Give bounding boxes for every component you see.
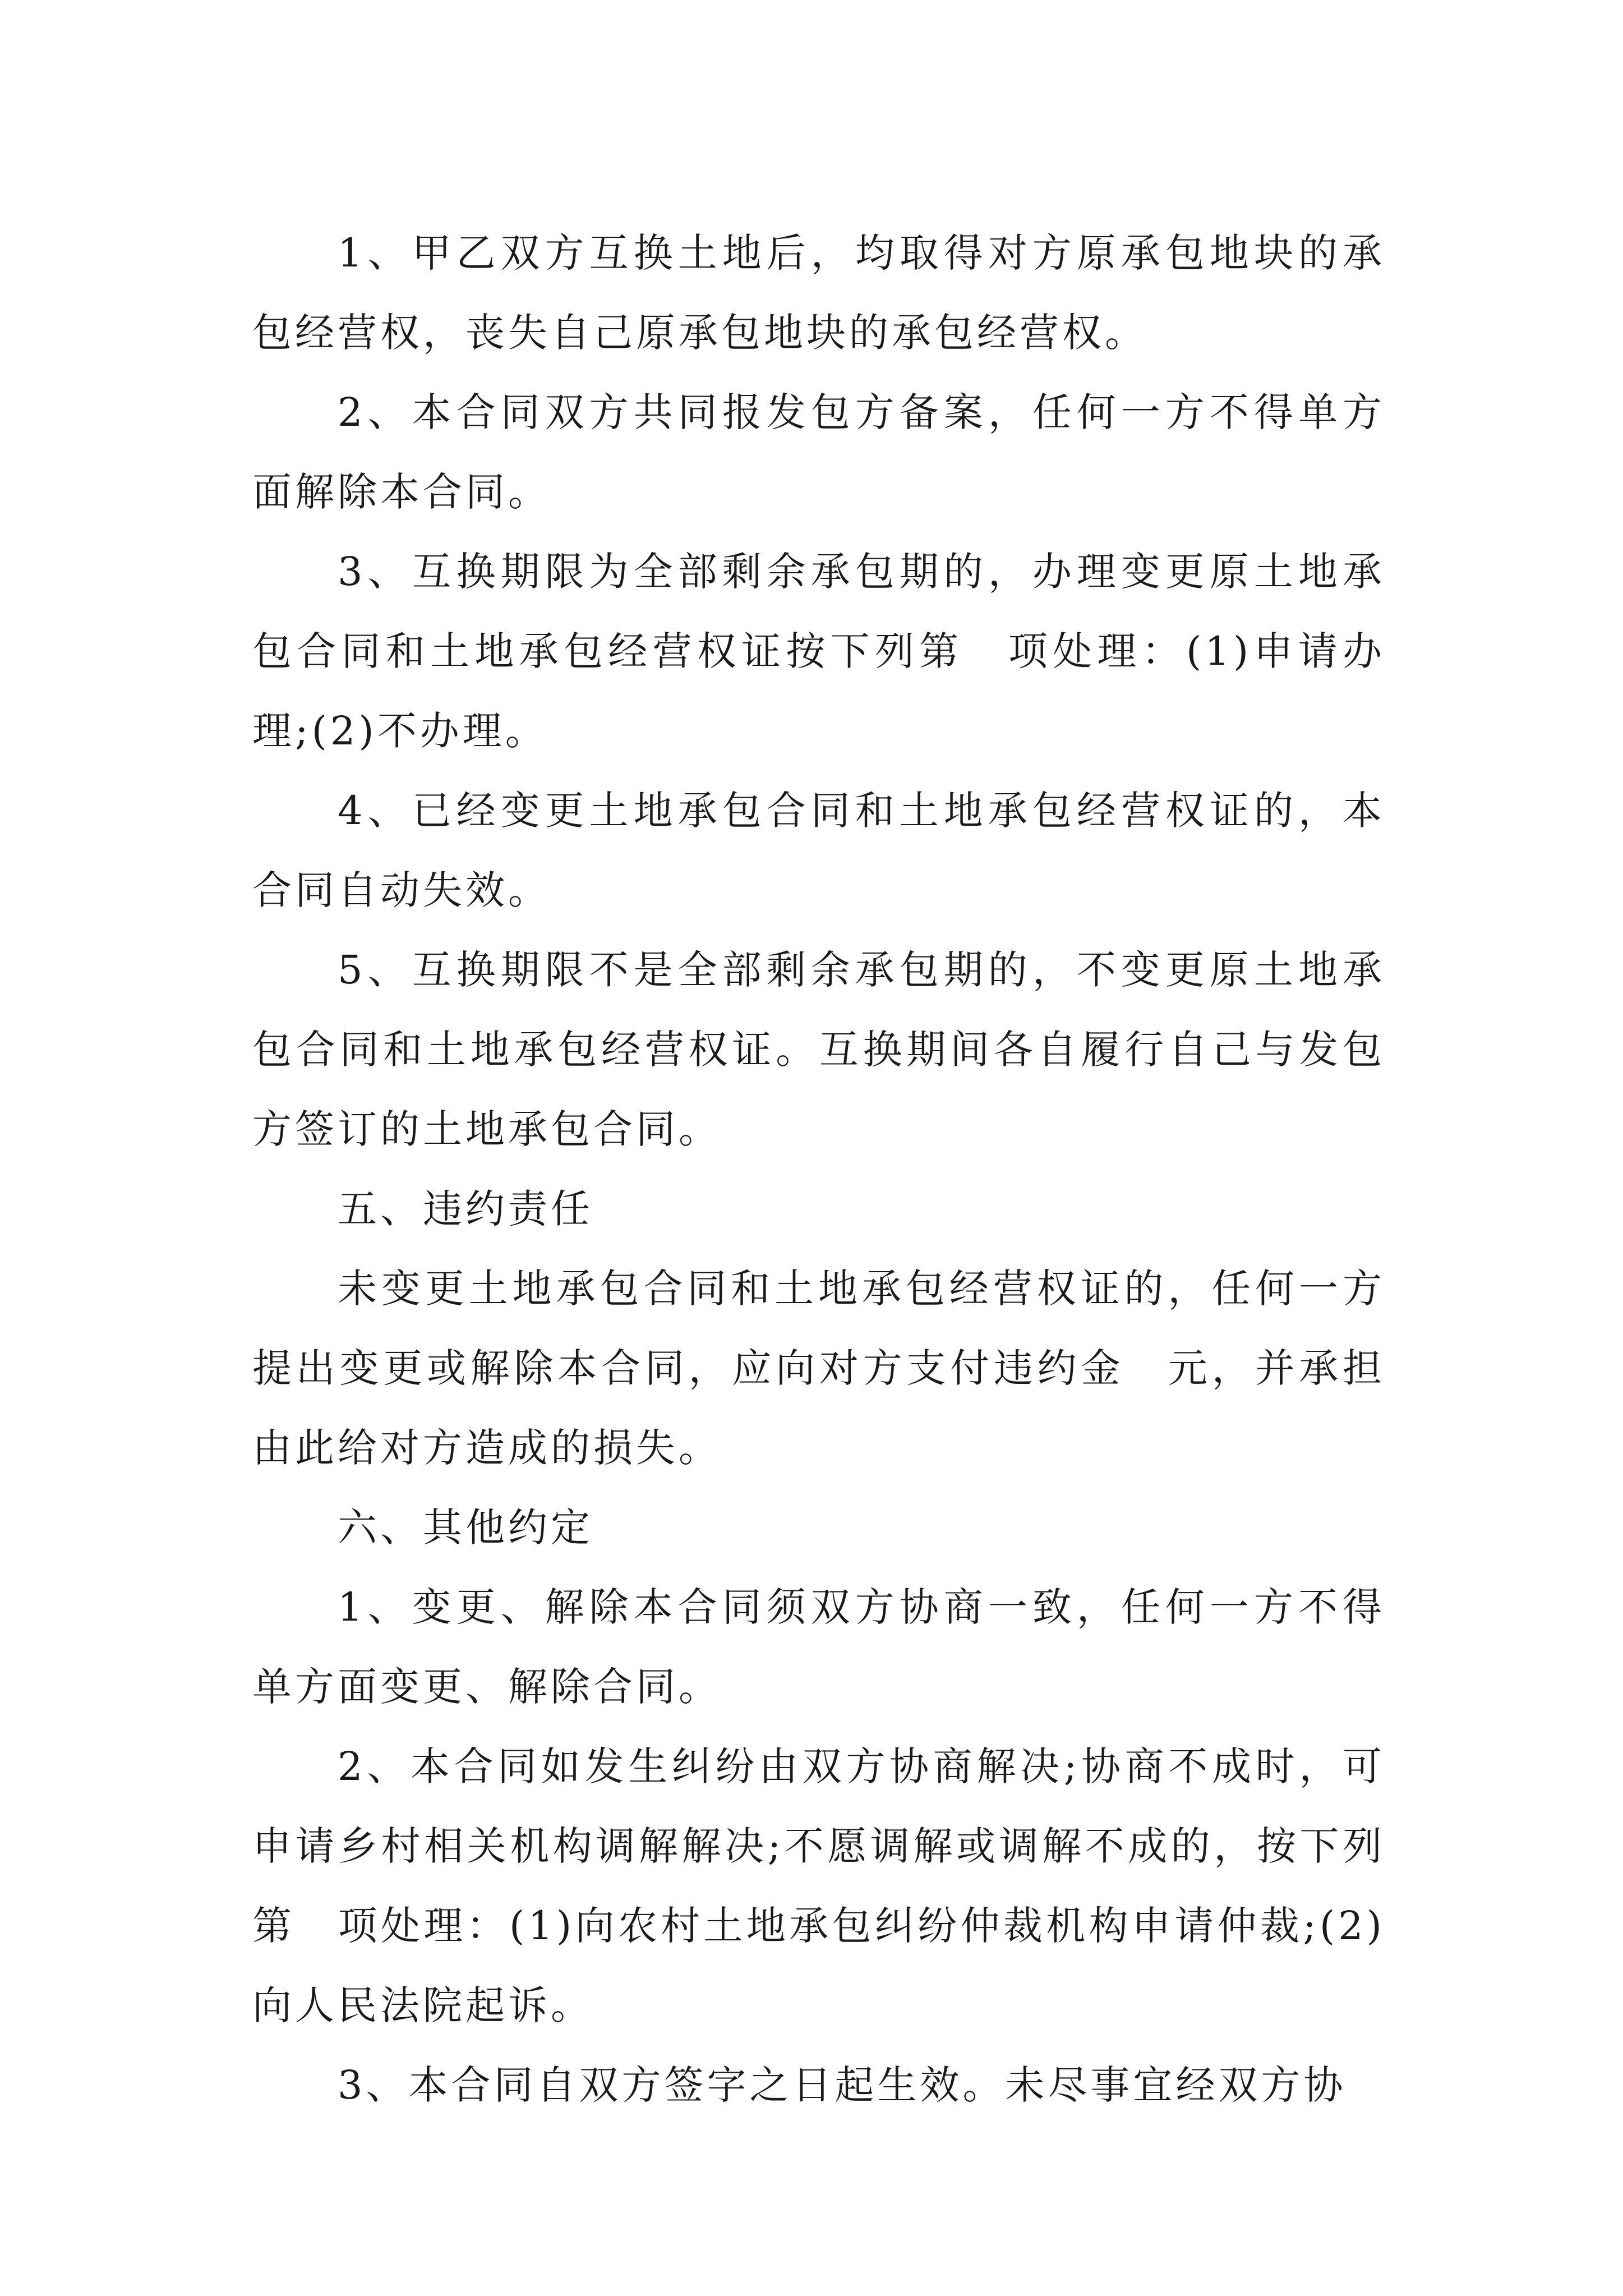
section-heading-other: 六、其他约定 (338, 1504, 593, 1550)
breach-clause: 未变更土地承包合同和土地承包经营权证的，任何一方提出变更或解除本合同，应向对方支付违约金 元，并承担由此给对方造成的损失。 (252, 1266, 1385, 1471)
clause-2: 2、本合同双方共同报发包方备案，任何一方不得单方面解除本合同。 (252, 389, 1385, 515)
clause-5: 5、互换期限不是全部剩余承包期的，不变更原土地承包合同和土地承包经营权证。互换期间各自履行自己与发包方签订的土地承包合同。 (252, 947, 1385, 1152)
clause-1: 1、甲乙双方互换土地后，均取得对方原承包地块的承包经营权，丧失自己原承包地块的承包经营权。 (252, 230, 1385, 356)
document-body (252, 213, 1385, 2125)
other-clause-1: 1、变更、解除本合同须双方协商一致，任何一方不得单方面变更、解除合同。 (252, 1584, 1385, 1710)
clause-4: 4、已经变更土地承包合同和土地承包经营权证的，本合同自动失效。 (252, 788, 1385, 913)
other-clause-3: 3、本合同自双方签字之日起生效。未尽事宜经双方协 (338, 2062, 1347, 2108)
other-clause-2: 2、本合同如发生纠纷由双方协商解决;协商不成时，可申请乡村相关机构调解解决;不愿调解或调解不成的，按下列第 项处理：(1)向农村土地承包纠纷仲裁机构申请仲裁;(2)向人民法院起诉。 (252, 1743, 1385, 2028)
section-heading-breach: 五、违约责任 (338, 1186, 593, 1232)
clause-3: 3、互换期限为全部剩余承包期的，办理变更原土地承包合同和土地承包经营权证按下列第 项处理：(1)申请办理;(2)不办理。 (252, 549, 1385, 754)
